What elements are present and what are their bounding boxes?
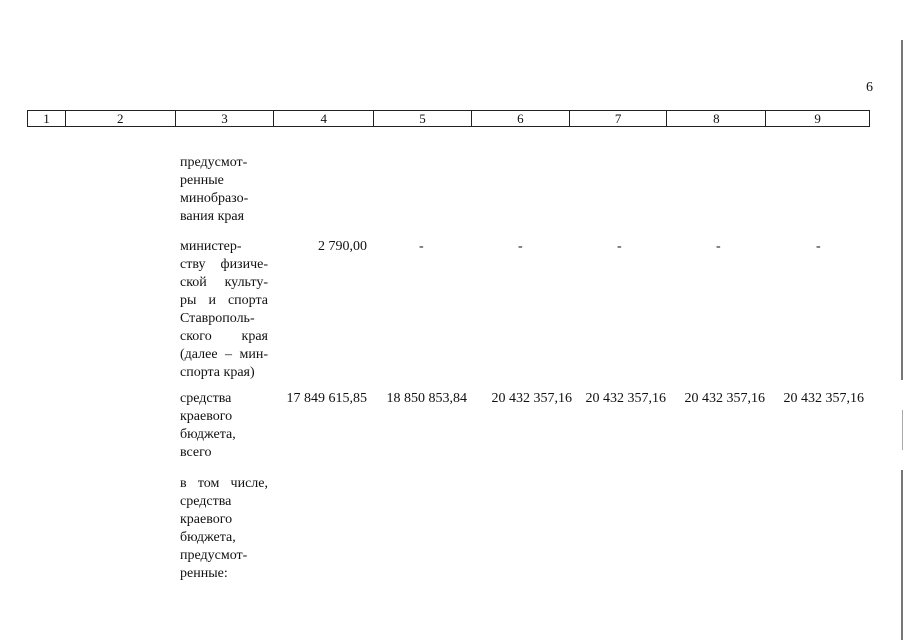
- row-description: предусмот- ренные минобразо- вания края: [180, 155, 249, 224]
- table-row: [180, 154, 268, 226]
- value-col-5: 18 850 853,84: [386, 391, 467, 406]
- page-number: 6: [866, 80, 873, 95]
- value-col-6: -: [518, 239, 523, 254]
- value-col-7: -: [617, 239, 622, 254]
- header-col-1: 1: [28, 111, 66, 126]
- header-col-8: 8: [667, 111, 766, 126]
- table-row: [180, 475, 268, 583]
- header-col-2: 2: [66, 111, 176, 126]
- row-description: министер- ству физиче- ской культу- ры и спорта Ставрополь- ского края (далее – мин- спорта края): [180, 239, 268, 380]
- scan-edge-line: [901, 470, 903, 640]
- table-row: [180, 390, 268, 462]
- header-col-9: 9: [814, 111, 821, 126]
- scan-edge-line: [901, 40, 903, 380]
- row-description: в том числе, средства краевого бюджета, предусмот- ренные:: [180, 476, 268, 581]
- value-col-8: -: [716, 239, 721, 254]
- value-col-4: 2 790,00: [318, 239, 367, 254]
- row-description: средства краевого бюджета, всего: [180, 391, 236, 460]
- value-col-9: 20 432 357,16: [783, 391, 864, 406]
- value-col-9: -: [816, 239, 821, 254]
- table-header-row: [27, 110, 870, 127]
- value-col-8: 20 432 357,16: [684, 391, 765, 406]
- scan-edge-line: [902, 410, 903, 450]
- header-col-6: 6: [472, 111, 570, 126]
- header-col-5: 5: [374, 111, 472, 126]
- value-col-6: 20 432 357,16: [491, 391, 572, 406]
- header-col-3: 3: [176, 111, 275, 126]
- value-col-4: 17 849 615,85: [286, 391, 367, 406]
- value-col-5: -: [419, 239, 424, 254]
- header-col-4: 4: [274, 111, 374, 126]
- header-col-7: 7: [570, 111, 668, 126]
- value-col-7: 20 432 357,16: [585, 391, 666, 406]
- table-row: [180, 238, 268, 382]
